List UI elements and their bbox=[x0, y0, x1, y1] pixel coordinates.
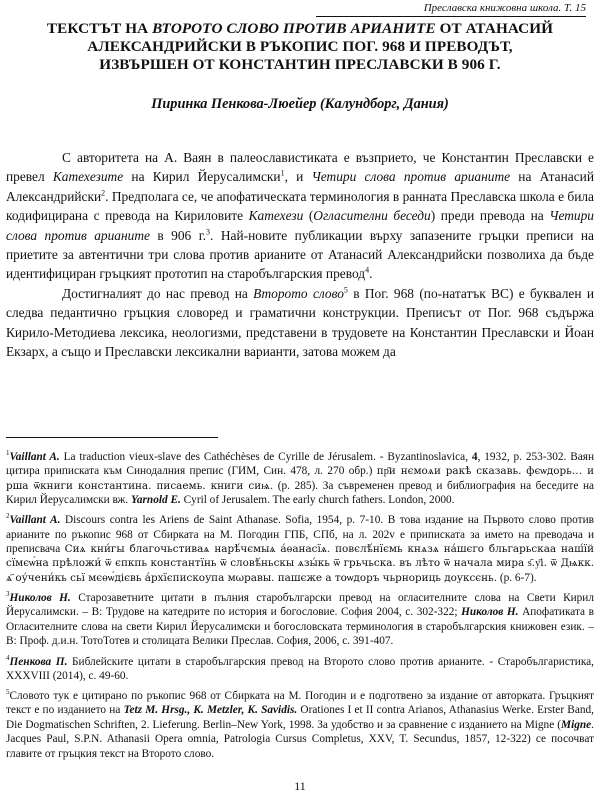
footnote-ref-3[interactable]: 3 bbox=[206, 227, 211, 237]
footnotes bbox=[6, 446, 594, 763]
footnote-separator bbox=[6, 437, 218, 438]
footnote-ref-4[interactable]: 4 bbox=[365, 265, 370, 275]
footnote-ref-5[interactable]: 5 bbox=[343, 285, 348, 295]
footnote-4: $^4$Пенкова П. Библейските цитати в старобългарския превод на Второто слово против арианите. - Старобългаристика, XXXVIII (2014), с. 49-60. bbox=[6, 653, 594, 682]
body-text bbox=[6, 148, 594, 361]
footnote-5: $^5$Словото тук е цитирано по ръкопис 968 от Сбирката на М. Погодин и е подготвено за издание от авторката. Гръцкият текст е по изданието на Tetz M. Hrsg., K. Metzler, K. Savidis. Orationes I et II contra Arianos, Athanasius Werke. Erster Band, Die Dogmatischen Schriften, 2. Lieferung. Berlin–New York, 1998. За удобство и за сравнение с изданието на Migne (Migne. Jacques Paul, S.P.N. Athanasii Opera omnia, Patrologia Cursus Completus, XXV, T. Secundus, 1857, 12-322) се посочват главите от гръцкия текст на Второто слово. bbox=[6, 688, 594, 760]
article-title bbox=[14, 20, 586, 74]
running-head-rule bbox=[316, 16, 586, 17]
footnote-ref-1[interactable]: 1 bbox=[280, 168, 285, 178]
footnote-2: $^2$Vaillant A. Discours contra les Ariens de Saint Athanase. Sofia, 1954, p. 7-10. В това издание на Първото слово против арианите по ръкопис 968 от Сбирката на М. Погодин ГПБ, СПб, на л. 202v е приписката за името на преводача и преписвача Сиѧ кни́гы благочьстиваѧ нарѣ́чємыѧ а́ѳанасїѧ. повєлѣ́нїємь кнѧзѧ на́шєго бльгарьскаа наш́їй сїмєѡ́на прѣложи́ ѿ єпкпь константїнь ѿ словѣ́ньскы ѧзы́кь ѿ грьчьска. въ лѣто ѿ начала мира ѕ҃.у҃і. ѿ Дѩкк. ѧ҃ оу́чени́кь сьї мєѳѡ́дієвь а́рхїєпискоупа мωравы. пашєже а тоѡдоръ чьрнориць доуксєнь. (р. 6-7). bbox=[6, 512, 595, 584]
footnote-1: $^1$Vaillant A. La traduction vieux-slave des Cathéchèses de Cyrille de Jérusalem. - Byzantinoslavica, 4, 1932, p. 253-302. Ваян цитира приписката към Синодалния препис (ГИМ, Син. 478, л. 270 обр.) пр҃и нємоѧи ракѣ сказавь. фєѡдорь… и рша ѿкниги константина. писаемь. книги сиѩ. (р. 285). За съвременен превод и библиография на беседите на Кирил Йерусалимски вж. Yarnold E. Cyril of Jerusalem. The early church fathers. London, 2000. bbox=[6, 449, 595, 506]
author-line: Пиринка Пенкова-Люейер (Калундборг, Дания) bbox=[151, 96, 449, 112]
footnote-3: $^3$Николов Н. Старозаветните цитати в пълния старобългарски превод на огласителните слова на Свети Кирил Йерусалимски. – В: Трудове на катедрите по история и богословие. София 2004, с. 302-322; Николов Н. Апофатиката в Огласителните слова на свети Кирил Йерусалимски и богословската терминология в старобългарския книжовен език. – В: Проф. д.и.н. ТотоТотев и столицата Велики Преслав. София, 2006, с. 391-407. bbox=[6, 590, 594, 648]
page-number: 11 bbox=[294, 779, 306, 793]
running-head: Преславска книжовна школа. Т. 15 bbox=[423, 2, 586, 14]
title-line-3: ИЗВЪРШЕН ОТ КОНСТАНТИН ПРЕСЛАВСКИ В 906 Г. bbox=[99, 56, 501, 73]
title-line-2: АЛЕКСАНДРИЙСКИ В РЪКОПИС ПОГ. 968 И ПРЕВОДЪТ, bbox=[87, 38, 513, 55]
title-line-1: ТЕКСТЪТ НА ВТОРОТО СЛОВО ПРОТИВ АРИАНИТЕ ОТ АТАНАСИЙ bbox=[46, 20, 554, 37]
footnote-ref-2[interactable]: 2 bbox=[101, 188, 106, 198]
paragraph-2: Достигналият до нас превод на Второто слово$^5$ в Пог. 968 (по-нататък ВС) е буквален и следва педантично гръцкия словоред и граматични конструкции. Преписът от Пог. 968 съдържа Кирило-Методиева лексика, неологизми, представени в трудовете на Константин Преславски и Йоан Екзарх, а също и Преславски лексикални варианти, затова можем да bbox=[6, 285, 594, 360]
paragraph-1: С авторитета на А. Ваян в палеославистиката е възприето, че Константин Преславски е превел Катехезите на Кирил Йерусалимски$^1$, и Четири слова против арианите на Атанасий Александрийски$^2$. Предполага се, че апофатическата терминология в ранната Преславска школа е била кодифицирана с превода на Кириловите Катехези (Огласителни беседи) преди превода на Четири слова против арианите в 906 г.$^3$. Най-новите публикации върху запазените гръцки преписи на приетите за автентични три слова против арианите от Атанасий Александрийски позволиха да бъде идентифициран гръцкият прототип на старобългарския превод$^4$. bbox=[6, 150, 594, 282]
